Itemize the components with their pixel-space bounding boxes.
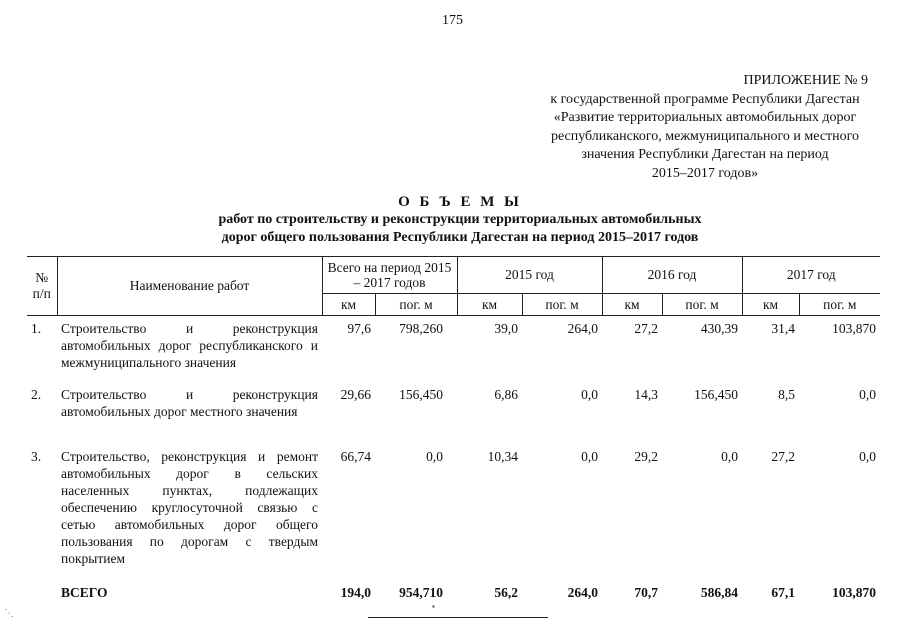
cell-total-km: 97,6 [347, 321, 371, 336]
total-total-km: 194,0 [340, 584, 371, 600]
header-km: км [322, 294, 375, 316]
heading-line-1: работ по строительству и реконструкции территориальных автомобильных [218, 212, 702, 227]
cell-total-km: 66,74 [340, 448, 371, 464]
cell-2016-m: 430,39 [700, 321, 739, 336]
cell-2017-km: 31,4 [771, 321, 796, 336]
cell-2015-m: 264,0 [567, 321, 599, 336]
table-row [27, 386, 880, 448]
cell-2017-m: 103,870 [832, 321, 877, 336]
row-index: 3. [31, 448, 42, 464]
header-km: км [457, 294, 522, 316]
row-name: Строительство и реконструкция автомобильных дорог республиканского и межмуниципального значения [61, 321, 318, 370]
cell-2016-km: 27,2 [634, 321, 659, 336]
header-2015: 2015 год [457, 257, 602, 294]
header-2017: 2017 год [742, 257, 880, 294]
row-index: 1. [31, 321, 42, 336]
table-row [27, 448, 880, 584]
header-pog-m: пог. м [522, 294, 602, 316]
appendix-line-1: к государственной программе Республики Дагестан [550, 91, 860, 107]
appendix-line-5: 2015–2017 годов» [651, 165, 759, 181]
row-name: Строительство, реконструкция и ремонт автомобильных дорог в сельских населенных пунктах, подлежащих обеспечению круглосуточной связью с сетью автомобильных дорог общего пользования по дорогам с твердым покрытием [61, 448, 318, 566]
header-total-period: Всего на период 2015 – 2017 годов [322, 257, 457, 294]
cell-2016-m: 0,0 [721, 448, 739, 464]
cell-2015-km: 39,0 [494, 321, 519, 336]
appendix-line-4: значения Республики Дагестан на период [581, 147, 829, 162]
cell-2017-km: 27,2 [771, 448, 796, 464]
header-km: км [602, 294, 662, 316]
row-index: 2. [31, 386, 42, 402]
total-2017-km: 67,1 [771, 584, 796, 600]
cell-2015-km: 6,86 [494, 386, 519, 402]
volumes-table [27, 256, 880, 601]
appendix-block [530, 72, 880, 183]
cell-2015-m: 0,0 [581, 386, 599, 402]
cell-2016-km: 14,3 [634, 386, 659, 402]
total-2016-km: 70,7 [634, 584, 659, 600]
total-2017-m: 103,870 [832, 584, 877, 600]
header-km: км [742, 294, 799, 316]
cell-total-m: 156,450 [399, 386, 444, 402]
cell-2016-km: 29,2 [634, 448, 659, 464]
cell-2017-m: 0,0 [859, 386, 877, 402]
cell-2015-m: 0,0 [581, 448, 599, 464]
total-2016-m: 586,84 [700, 584, 739, 600]
cell-2017-m: 0,0 [859, 448, 877, 464]
heading-line-2: дорог общего пользования Республики Дагестан на период 2015–2017 годов [221, 230, 699, 245]
total-row [27, 584, 880, 601]
cell-total-m: 0,0 [426, 448, 444, 464]
cell-total-km: 29,66 [340, 386, 371, 402]
cell-total-m: 798,260 [399, 321, 444, 336]
total-total-m: 954,710 [399, 584, 444, 600]
page-number: 175 [442, 13, 463, 28]
table-row [27, 316, 880, 386]
row-name: Строительство и реконструкция автомобильных дорог местного значения [61, 386, 318, 419]
document-heading [180, 193, 740, 247]
scan-dot: ▪ [432, 602, 435, 611]
appendix-line-2: «Развитие территориальных автомобильных дорог [553, 110, 857, 125]
bottom-divider [368, 617, 548, 618]
header-name: Наименование работ [57, 257, 322, 316]
appendix-line-3: республиканского, межмуниципального и местного [550, 128, 860, 144]
total-2015-m: 264,0 [567, 584, 599, 600]
header-2016: 2016 год [602, 257, 742, 294]
header-pog-m: пог. м [375, 294, 457, 316]
appendix-title: ПРИЛОЖЕНИЕ № 9 [743, 73, 868, 88]
total-2015-km: 56,2 [494, 584, 519, 600]
total-label: ВСЕГО [61, 584, 108, 600]
cell-2015-km: 10,34 [487, 448, 519, 464]
header-pog-m: пог. м [662, 294, 742, 316]
heading-title: О Б Ъ Е М Ы [398, 194, 522, 210]
cell-2017-km: 8,5 [778, 386, 796, 402]
header-num: № п/п [27, 257, 57, 316]
cell-2016-m: 156,450 [694, 386, 739, 402]
scan-artifact: ⋱ [4, 608, 14, 619]
header-pog-m: пог. м [799, 294, 880, 316]
